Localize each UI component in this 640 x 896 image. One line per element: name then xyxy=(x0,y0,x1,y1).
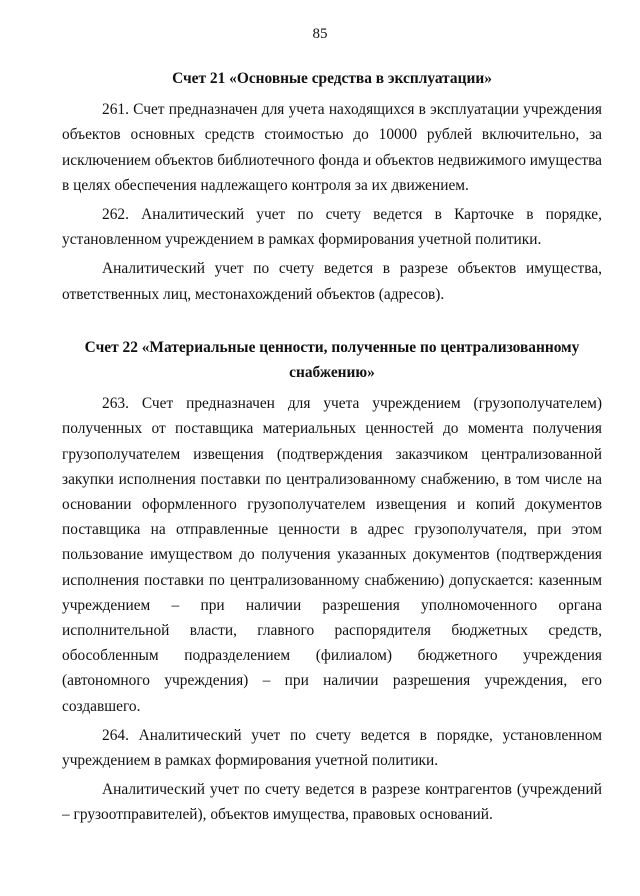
paragraph-262: 262. Аналитический учет по счету ведется в Карточке в порядке, установленном учреждением в рамках формирования учетной политики. xyxy=(62,206,602,249)
section-heading-account-22: Счет 22 «Материальные ценности, полученные по централизованному снабжению» xyxy=(84,338,580,382)
paragraph-261: 261. Счет предназначен для учета находящихся в эксплуатации учреждения объектов основных средств стоимостью до 10000 рублей включительно, за исключением объектов библиотечного фонда и объектов недвижимого имущества в целях обеспечения надлежащего контроля за их движением. xyxy=(62,101,602,194)
paragraph-account-22-analytics: Аналитический учет по счету ведется в разрезе контрагентов (учреждений – грузоотправителей), объектов имущества, правовых оснований. xyxy=(62,781,602,824)
paragraph-account-21-analytics: Аналитический учет по счету ведется в разрезе объектов имущества, ответственных лиц, местонахождений объектов (адресов). xyxy=(62,260,602,303)
paragraph-263: 263. Счет предназначен для учета учреждением (грузополучателем) полученных от поставщика материальных ценностей до момента получения грузополучателем извещения (подтверждения заказчиком централизованной закупки исполнения поставки по централизованному снабжению, в том числе на основании оформленного грузополучателем извещения и копий документов поставщика на отправленные ценности в адрес грузополучателя, при этом пользование имуществом до получения указанных документов (подтверждения исполнения поставки по централизованному снабжению) допускается: казенным учреждением – при наличии разрешения уполномоченного органа исполнительной власти, главного распорядителя бюджетных средств, обособленным подразделением (филиалом) бюджетного учреждения (автономного учреждения) – при наличии разрешения учреждения, его создавшего. xyxy=(62,395,602,715)
document-body xyxy=(62,66,602,828)
page-number: 85 xyxy=(312,26,328,42)
section-heading-account-21: Счет 21 «Основные средства в эксплуатации» xyxy=(172,70,492,87)
paragraph-264: 264. Аналитический учет по счету ведется в порядке, установленном учреждением в рамках формирования учетной политики. xyxy=(62,726,602,770)
